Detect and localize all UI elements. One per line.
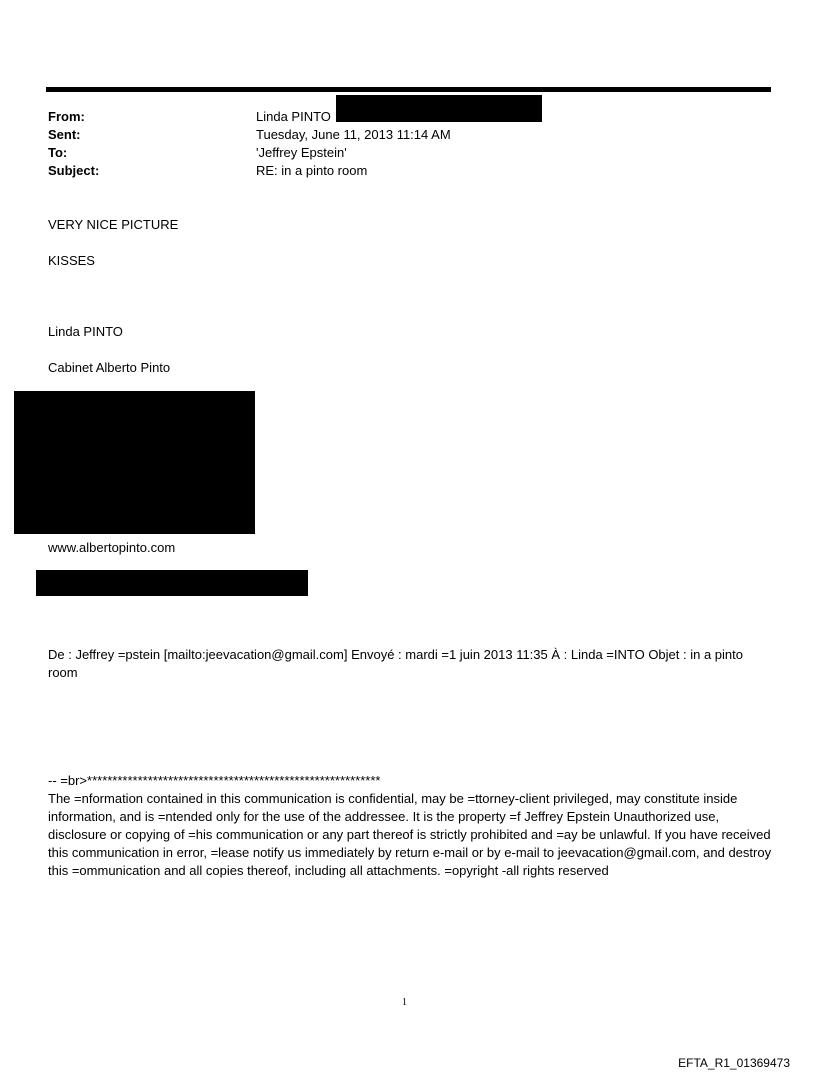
page-number: 1 (402, 997, 407, 1008)
document-id: EFTA_R1_01369473 (678, 1056, 790, 1070)
quoted-header: De : Jeffrey =pstein [mailto:jeevacation@gmail.com] Envoyé : mardi =1 juin 2013 11:35 À : Linda =INTO Objet : in a pinto room (48, 647, 743, 680)
body-line-2: KISSES (48, 253, 95, 268)
from-label: From: (48, 109, 85, 124)
from-value: Linda PINTO (256, 109, 331, 124)
header-rule (46, 87, 771, 92)
to-value: 'Jeffrey Epstein' (256, 145, 347, 160)
subject-label: Subject: (48, 163, 100, 178)
sent-value: Tuesday, June 11, 2013 11:14 AM (256, 127, 451, 142)
signature-company: Cabinet Alberto Pinto (48, 360, 171, 375)
body-line-1: VERY NICE PICTURE (48, 217, 179, 232)
disclaimer-text: The =nformation contained in this communication is confidential, may be =ttorney-client privileged, may constitute inside information, and is =ntended only for the use of the addressee. It is the property =f Jeffrey Epstein Unauthorized use, disclosure or copying of =his communication or any part thereof is strictly prohibited and =ay be unlawful. If you have received this communication in error, =lease notify us immediately by return e-mail or by e-mail to jeevacation@gmail.com, and destroy this =ommunication and all copies thereof, including all attachments. =opyright -all rights reserved (48, 791, 772, 878)
redaction-from-email (336, 95, 542, 122)
redaction-contact (36, 570, 308, 596)
redaction-signature-block (14, 391, 255, 534)
sent-label: Sent: (48, 127, 81, 142)
signature-name: Linda PINTO (48, 324, 123, 339)
website-link: www.albertopinto.com (48, 540, 176, 555)
subject-value: RE: in a pinto room (256, 163, 368, 178)
disclaimer-separator: -- =br>********************************************************** (48, 773, 381, 788)
to-label: To: (48, 145, 68, 160)
